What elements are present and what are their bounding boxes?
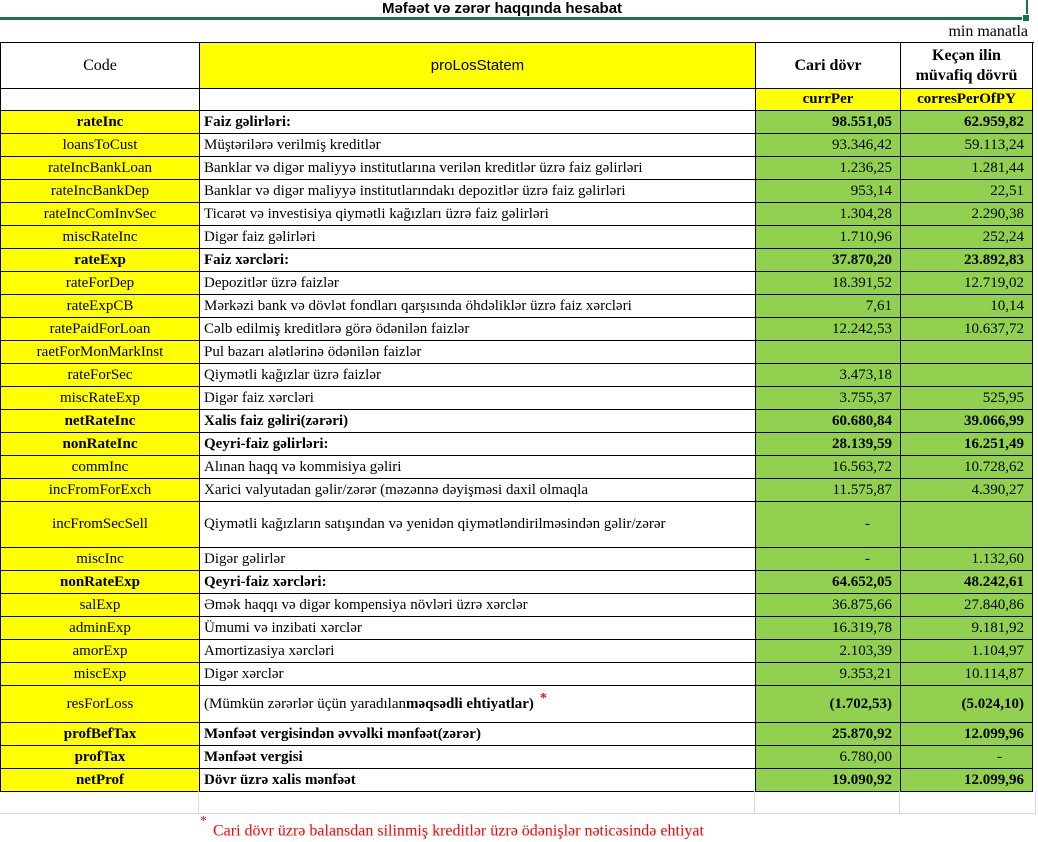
row-previous-value-cell[interactable]: [901, 134, 1033, 157]
row-previous-value: 525,95: [982, 389, 1024, 406]
row-previous-value: 16.251,49: [964, 435, 1024, 452]
row-description-cell[interactable]: [200, 341, 756, 364]
row-current-value-cell[interactable]: [756, 111, 901, 134]
row-current-value: 7,61: [865, 297, 892, 314]
subheader-current-code-cell[interactable]: [756, 89, 901, 111]
table-row: [1, 410, 1034, 433]
row-code-cell[interactable]: [1, 295, 200, 318]
row-code: salExp: [79, 596, 121, 613]
table-row: [1, 272, 1034, 295]
row-description: Ticarət və investisiya qiymətli kağızları üzrə faiz gəlirləri: [204, 205, 549, 222]
row-current-value-cell[interactable]: [756, 723, 901, 746]
row-current-value: 19.090,92: [832, 771, 892, 788]
row-current-value-cell[interactable]: [756, 456, 901, 479]
row-code: raetForMonMarkInst: [36, 343, 164, 360]
row-current-value-cell[interactable]: [756, 571, 901, 594]
row-current-value: 28.139,59: [832, 435, 892, 452]
row-previous-value-cell[interactable]: [901, 571, 1033, 594]
table-row: [1, 617, 1034, 640]
table-row: [1, 387, 1034, 410]
empty-cell[interactable]: [755, 791, 900, 814]
row-code-cell[interactable]: [1, 723, 200, 746]
row-code-cell[interactable]: [1, 686, 200, 723]
row-current-value: 93.346,42: [832, 136, 892, 153]
row-code-cell[interactable]: [1, 134, 200, 157]
row-code-cell[interactable]: [1, 663, 200, 686]
row-previous-value: 22,51: [990, 182, 1024, 199]
row-description-cell[interactable]: [200, 111, 756, 134]
footnote-text: *Cari dövr üzrə balansdan silinmiş kreditlər üzrə ödənişlər nəticəsində ehtiyat: [200, 814, 704, 840]
row-description-cell[interactable]: [200, 318, 756, 341]
row-current-value-cell[interactable]: [756, 387, 901, 410]
row-code: netProf: [75, 771, 125, 788]
row-current-value: 98.551,05: [832, 113, 892, 130]
table-row: [1, 456, 1034, 479]
row-code-cell[interactable]: [1, 272, 200, 295]
table-row: [1, 640, 1034, 663]
row-current-value: 16.319,78: [832, 619, 892, 636]
empty-cell[interactable]: [900, 791, 1036, 814]
row-current-value: 18.391,52: [832, 274, 892, 291]
table-row: [1, 341, 1034, 364]
row-current-value-cell[interactable]: [756, 134, 901, 157]
row-current-value-cell[interactable]: [756, 226, 901, 249]
row-previous-value: 1.104,97: [971, 642, 1024, 659]
row-previous-value-cell[interactable]: [901, 640, 1033, 663]
row-code: rateExpCB: [66, 297, 134, 314]
row-previous-value: (5.024,10): [961, 695, 1024, 712]
row-code: adminExp: [69, 619, 131, 636]
sheet-title[interactable]: Məfəət və zərər haqqında hesabat: [381, 0, 623, 17]
row-previous-value-cell[interactable]: [901, 272, 1033, 295]
row-current-value-cell[interactable]: [756, 295, 901, 318]
row-description-cell[interactable]: [200, 640, 756, 663]
row-current-value-cell[interactable]: [756, 640, 901, 663]
row-current-value-cell[interactable]: [756, 249, 901, 272]
row-description: Ümumi və inzibati xərclər: [204, 619, 362, 636]
row-description-cell[interactable]: [200, 723, 756, 746]
row-description: Digər faiz gəlirləri: [204, 228, 316, 245]
subheader-empty-cell[interactable]: [200, 89, 756, 111]
row-description: Qeyri-faiz xərcləri:: [204, 573, 327, 590]
row-current-value: 9.353,21: [839, 665, 892, 682]
row-current-value: 2.103,39: [839, 642, 892, 659]
row-previous-value: 23.892,83: [964, 251, 1024, 268]
row-current-value-cell[interactable]: [756, 594, 901, 617]
table-row: [1, 111, 1034, 134]
row-previous-value: 27.840,86: [964, 596, 1024, 613]
row-description-cell[interactable]: [200, 410, 756, 433]
row-previous-value-cell[interactable]: [901, 203, 1033, 226]
table-row: [1, 548, 1034, 571]
footnote-asterisk: *: [200, 814, 207, 829]
row-current-value: 6.780,00: [839, 748, 892, 765]
table-row: [1, 571, 1034, 594]
table-row: [1, 318, 1034, 341]
row-description-cell[interactable]: [200, 134, 756, 157]
row-current-value: 3.755,37: [839, 389, 892, 406]
row-current-value: -: [865, 516, 870, 532]
row-previous-value-cell[interactable]: [901, 548, 1033, 571]
row-description: Faiz xərcləri:: [204, 251, 290, 268]
row-previous-value-cell[interactable]: [901, 746, 1033, 769]
footnote-asterisk-icon: *: [539, 691, 547, 706]
row-previous-value-cell[interactable]: [901, 502, 1033, 548]
row-current-value: 3.473,18: [839, 366, 892, 383]
row-previous-value-cell[interactable]: [901, 769, 1033, 792]
row-current-value-cell[interactable]: [756, 410, 901, 433]
table-row: [1, 746, 1034, 769]
row-code: rateForDep: [65, 274, 135, 291]
row-description: Əmək haqqı və digər kompensiya növləri üzrə xərclər: [204, 596, 528, 613]
row-description: Faiz gəlirləri:: [204, 113, 292, 130]
row-code: nonRateInc: [62, 435, 138, 452]
row-description-cell[interactable]: [200, 433, 756, 456]
row-description-cell[interactable]: [200, 769, 756, 792]
table-row: [1, 226, 1034, 249]
row-code-cell[interactable]: [1, 769, 200, 792]
row-code-cell[interactable]: [1, 594, 200, 617]
header-code-label: Code: [83, 56, 117, 74]
row-description: Müştərilərə verilmiş kreditlər: [204, 136, 381, 153]
row-current-value-cell[interactable]: [756, 203, 901, 226]
row-previous-value-cell[interactable]: [901, 686, 1033, 723]
row-code-cell[interactable]: [1, 226, 200, 249]
table-header-row: [1, 43, 1034, 89]
row-description-cell[interactable]: [200, 548, 756, 571]
row-description-cell[interactable]: [200, 364, 756, 387]
row-code: profBefTax: [63, 725, 137, 742]
row-previous-value: 252,24: [982, 228, 1024, 245]
row-code-cell[interactable]: [1, 746, 200, 769]
row-code-cell[interactable]: [1, 548, 200, 571]
row-code: rateInc: [76, 113, 124, 130]
row-description-cell[interactable]: [200, 617, 756, 640]
row-description-cell[interactable]: [200, 180, 756, 203]
table-row: [1, 295, 1034, 318]
row-code-cell[interactable]: [1, 410, 200, 433]
row-description-cell[interactable]: [200, 746, 756, 769]
row-previous-value-cell[interactable]: [901, 157, 1033, 180]
row-previous-value: 59.113,24: [964, 136, 1024, 153]
row-description-cell[interactable]: [200, 272, 756, 295]
row-previous-value-cell[interactable]: [901, 594, 1033, 617]
row-description: Mərkəzi bank və dövlət fondları qarşısında öhdəliklər üzrə faiz xərcləri: [204, 297, 632, 314]
row-current-value-cell[interactable]: [756, 364, 901, 387]
row-code: ratePaidForLoan: [49, 320, 151, 337]
row-description: Mənfəət vergisi: [204, 748, 303, 765]
profit-loss-table: [0, 42, 1034, 792]
header-description-label: proLosStatem: [430, 57, 525, 74]
row-code-cell[interactable]: [1, 180, 200, 203]
row-current-value: -: [865, 550, 870, 567]
row-current-value: 12.242,53: [832, 320, 892, 337]
row-description-cell[interactable]: [200, 387, 756, 410]
row-code-cell[interactable]: [1, 479, 200, 502]
table-row: [1, 686, 1034, 723]
row-previous-value-cell[interactable]: [901, 387, 1033, 410]
row-current-value: 36.875,66: [832, 596, 892, 613]
subheader-previous-code-cell[interactable]: [901, 89, 1033, 111]
row-description-cell[interactable]: [200, 686, 756, 723]
table-row: [1, 663, 1034, 686]
table-row: [1, 433, 1034, 456]
row-previous-value: 10.114,87: [964, 665, 1024, 682]
row-current-value-cell[interactable]: [756, 769, 901, 792]
row-code: miscExp: [73, 665, 127, 682]
row-previous-value: 62.959,82: [964, 113, 1024, 130]
row-code-cell[interactable]: [1, 502, 200, 548]
unit-note[interactable]: min manatla: [948, 23, 1028, 40]
row-current-value: 37.870,20: [832, 251, 892, 268]
table-row: [1, 157, 1034, 180]
header-previous-period-cell[interactable]: [901, 43, 1033, 89]
header-code-cell[interactable]: [1, 43, 200, 89]
row-code: loansToCust: [62, 136, 138, 153]
row-code-cell[interactable]: [1, 640, 200, 663]
row-previous-value-cell[interactable]: [901, 249, 1033, 272]
row-previous-value: 39.066,99: [964, 412, 1024, 429]
row-previous-value-cell[interactable]: [901, 318, 1033, 341]
row-current-value: 64.652,05: [832, 573, 892, 590]
row-previous-value-cell[interactable]: [901, 180, 1033, 203]
row-code: rateForSec: [67, 366, 133, 383]
row-previous-value-cell[interactable]: [901, 617, 1033, 640]
empty-cell[interactable]: [199, 791, 755, 814]
table-row: [1, 249, 1034, 272]
table-row: [1, 479, 1034, 502]
row-code-cell[interactable]: [1, 318, 200, 341]
row-code: miscRateInc: [62, 228, 138, 245]
row-code: rateIncComInvSec: [43, 205, 157, 222]
row-previous-value-cell[interactable]: [901, 341, 1033, 364]
row-code-cell[interactable]: [1, 364, 200, 387]
row-code-cell[interactable]: [1, 157, 200, 180]
row-code-cell[interactable]: [1, 249, 200, 272]
row-code: resForLoss: [66, 695, 134, 712]
header-previous-period-label: Keçən ilin müvafiq dövrü: [915, 46, 1018, 84]
row-previous-value: 1.132,60: [971, 550, 1024, 567]
row-description-cell[interactable]: [200, 663, 756, 686]
row-previous-value: 12.099,96: [964, 725, 1024, 742]
row-code-cell[interactable]: [1, 387, 200, 410]
row-previous-value: 12.719,02: [964, 274, 1024, 291]
row-current-value-cell[interactable]: [756, 746, 901, 769]
empty-cell[interactable]: [0, 791, 199, 814]
row-current-value: 953,14: [850, 182, 892, 199]
table-row: [1, 134, 1034, 157]
row-code: incFromForExch: [48, 481, 152, 498]
table-subheader-row: [1, 89, 1034, 111]
row-current-value-cell[interactable]: [756, 318, 901, 341]
header-current-period-label: Cari dövr: [794, 56, 862, 74]
row-previous-value-cell[interactable]: [901, 723, 1033, 746]
row-description: Banklar və digər maliyyə institutlarına verilən kreditlər üzrə faiz gəlirləri: [204, 159, 643, 176]
row-current-value: 11.575,87: [832, 481, 892, 498]
row-code-cell[interactable]: [1, 341, 200, 364]
row-current-value-cell[interactable]: [756, 272, 901, 295]
row-description-bold-part: məqsədli ehtiyatlar): [406, 695, 534, 712]
row-code: netRateInc: [64, 412, 136, 429]
previous-code-label: corresPerOfPY: [917, 91, 1016, 107]
row-previous-value: 10.637,72: [964, 320, 1024, 337]
row-code-cell[interactable]: [1, 617, 200, 640]
table-row: [1, 502, 1034, 548]
row-code: incFromSecSell: [52, 516, 148, 532]
row-description: Qiymətli kağızların satışından və yenidən qiymətləndirilməsindən gəlir/zərər: [204, 516, 666, 532]
row-description: Qiymətli kağızlar üzrə faizlər: [204, 366, 381, 383]
row-description-cell[interactable]: [200, 479, 756, 502]
row-current-value-cell[interactable]: [756, 617, 901, 640]
row-current-value: (1.702,53): [829, 695, 892, 712]
row-previous-value-cell[interactable]: [901, 226, 1033, 249]
row-description-cell[interactable]: [200, 157, 756, 180]
table-row: [1, 180, 1034, 203]
row-current-value: 1.710,96: [839, 228, 892, 245]
row-code: rateIncBankLoan: [47, 159, 153, 176]
row-previous-value: 48.242,61: [964, 573, 1024, 590]
row-previous-value: -: [997, 748, 1002, 765]
row-description: Banklar və digər maliyyə institutlarındakı depozitlər üzrə faiz gəlirləri: [204, 182, 626, 199]
table-row: [1, 769, 1034, 792]
row-current-value-cell[interactable]: [756, 341, 901, 364]
row-previous-value-cell[interactable]: [901, 295, 1033, 318]
row-previous-value-cell[interactable]: [901, 433, 1033, 456]
table-body: [1, 111, 1034, 792]
row-description: Xalis faiz gəliri(zərəri): [204, 412, 349, 429]
header-current-period-cell[interactable]: [756, 43, 901, 89]
table-row: [1, 594, 1034, 617]
row-description: Digər xərclər: [204, 665, 284, 682]
row-previous-value: 10,14: [990, 297, 1024, 314]
row-code-cell[interactable]: [1, 433, 200, 456]
row-current-value-cell[interactable]: [756, 686, 901, 723]
row-description-cell[interactable]: [200, 502, 756, 548]
row-description: Digər gəlirlər: [204, 550, 286, 567]
row-previous-value-cell[interactable]: [901, 479, 1033, 502]
row-code-cell[interactable]: [1, 203, 200, 226]
subheader-empty-cell[interactable]: [1, 89, 200, 111]
row-code-cell[interactable]: [1, 111, 200, 134]
row-code: commInc: [71, 458, 129, 475]
table-row: [1, 723, 1034, 746]
row-current-value: 16.563,72: [832, 458, 892, 475]
header-description-cell[interactable]: [200, 43, 756, 89]
row-description-cell[interactable]: [200, 295, 756, 318]
row-description: Amortizasiya xərcləri: [204, 642, 335, 659]
row-previous-value-cell[interactable]: [901, 410, 1033, 433]
row-description: Mənfəət vergisindən əvvəlki mənfəət(zərər): [204, 725, 481, 742]
row-description-cell[interactable]: [200, 226, 756, 249]
row-current-value-cell[interactable]: [756, 548, 901, 571]
row-description: Qeyri-faiz gəlirləri:: [204, 435, 329, 452]
row-current-value-cell[interactable]: [756, 180, 901, 203]
row-code: rateIncBankDep: [50, 182, 150, 199]
row-current-value-cell[interactable]: [756, 433, 901, 456]
row-description: (Mümkün zərərlər üçün yaradılan: [204, 695, 406, 712]
row-description: Depozitlər üzrə faizlər: [204, 274, 339, 291]
row-current-value-cell[interactable]: [756, 663, 901, 686]
row-previous-value-cell[interactable]: [901, 456, 1033, 479]
row-description: Digər faiz xərcləri: [204, 389, 314, 406]
row-previous-value: 4.390,27: [971, 481, 1024, 498]
table-row: [1, 364, 1034, 387]
selection-border-line: [0, 17, 1025, 20]
row-previous-value: 12.099,96: [964, 771, 1024, 788]
row-code-cell[interactable]: [1, 456, 200, 479]
row-previous-value: 10.728,62: [964, 458, 1024, 475]
current-code-label: currPer: [802, 91, 854, 107]
row-code: profTax: [74, 748, 126, 765]
row-current-value-cell[interactable]: [756, 157, 901, 180]
row-previous-value: 1.281,44: [971, 159, 1024, 176]
row-description-cell[interactable]: [200, 594, 756, 617]
row-description-cell[interactable]: [200, 249, 756, 272]
row-code: rateExp: [74, 251, 126, 268]
row-previous-value-cell[interactable]: [901, 111, 1033, 134]
row-code: miscInc: [76, 550, 124, 567]
table-row: [1, 203, 1034, 226]
row-code: miscRateExp: [60, 389, 140, 406]
row-current-value-cell[interactable]: [756, 479, 901, 502]
row-code: nonRateExp: [59, 573, 141, 590]
row-description: Cəlb edilmiş kreditlərə görə ödənilən faizlər: [204, 320, 470, 337]
row-code-cell[interactable]: [1, 571, 200, 594]
row-description: Dövr üzrə xalis mənfəət: [204, 771, 356, 788]
row-current-value: 1.304,28: [839, 205, 892, 222]
footnote-row: [0, 814, 1038, 842]
row-description: Xarici valyutadan gəlir/zərər (məzənnə dəyişməsi daxil olmaqla: [204, 481, 589, 498]
row-description-cell[interactable]: [200, 203, 756, 226]
row-current-value: 25.870,92: [832, 725, 892, 742]
row-description: Pul bazarı alətlərinə ödənilən faizlər: [204, 343, 422, 360]
row-description-cell[interactable]: [200, 571, 756, 594]
row-current-value: 1.236,25: [839, 159, 892, 176]
row-previous-value-cell[interactable]: [901, 663, 1033, 686]
row-current-value-cell[interactable]: [756, 502, 901, 548]
empty-row: [0, 791, 1036, 814]
row-previous-value: 2.290,38: [971, 205, 1024, 222]
row-description-cell[interactable]: [200, 456, 756, 479]
row-previous-value: 9.181,92: [971, 619, 1024, 636]
row-previous-value-cell[interactable]: [901, 364, 1033, 387]
row-description: Alınan haqq və kommisiya gəliri: [204, 458, 402, 475]
row-code: amorExp: [72, 642, 128, 659]
row-current-value: 60.680,84: [832, 412, 892, 429]
